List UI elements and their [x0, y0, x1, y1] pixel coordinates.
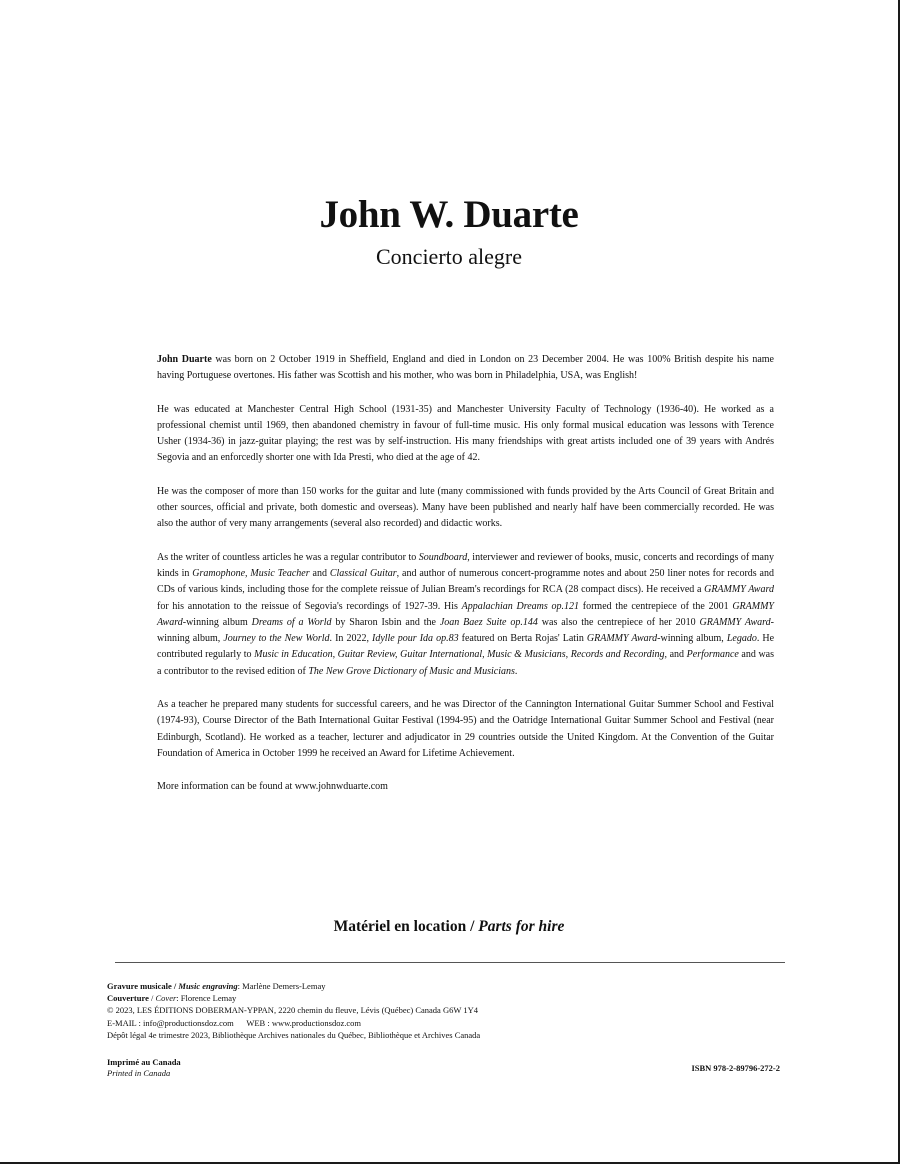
biography [157, 352, 774, 813]
bio-paragraph-1: John Duarte was born on 2 October 1919 in Sheffield, England and died in London on 23 December 2004. He was 100% British despite his name having Portuguese overtones. His father was Scottish and his mother, who was born in Philadelphia, USA, was English! [157, 354, 774, 382]
credits-block [107, 980, 667, 1041]
isbn-number: ISBN 978-2-89796-272-2 [691, 1063, 780, 1073]
bio-paragraph-3: He was the composer of more than 150 works for the guitar and lute (many commissioned with funds provided by the Arts Council of Great Britain and other sources, official and private, both domestic and overseas). Many have been published and nearly half have been commercially recorded. He was also the author of very many arrangements (several also recorded) and didactic works. [157, 485, 774, 530]
copyright-line: © 2023, LES ÉDITIONS DOBERMAN-YPPAN, 2220 chemin du fleuve, Lévis (Québec) Canada G6W 1Y4 [107, 1005, 478, 1016]
legal-deposit-line: Dépôt légal 4e trimestre 2023, Bibliothèque Archives nationales du Québec, Bibliothèque et Archives Canada [107, 1029, 481, 1040]
bio-more-info: More information can be found at www.johnwduarte.com [157, 781, 388, 793]
divider-rule [115, 962, 785, 963]
composer-name-title: John W. Duarte [319, 193, 579, 236]
bio-paragraph-5: As a teacher he prepared many students for successful careers, and he was Director of the Cannington International Guitar Summer School and Festival (1974-93), Course Director of the Bath International Guitar Festival (1994-95) and the Oatridge International Guitar Summer School and Festival (near Edinburgh, Scotland). He worked as a teacher, lecturer and adjudicator in 29 countries outside the United Kingdom. At the Convention of the Guitar Foundation of America in October 1999 he received an Award for Lifetime Achievement. [157, 699, 774, 759]
bio-name: John Duarte [157, 354, 212, 365]
contact-line: E-MAIL : info@productionsdoz.com WEB : www.productionsdoz.com [107, 1017, 361, 1028]
credit-cover: Couverture / Cover: Florence Lemay [107, 993, 237, 1004]
work-subtitle: Concierto alegre [376, 244, 522, 269]
credit-engraving: Gravure musicale / Music engraving: Marlène Demers-Lemay [107, 981, 326, 991]
printed-in-canada: Imprimé au Canada Printed in Canada [107, 1057, 181, 1078]
bio-paragraph-4: As the writer of countless articles he was a regular contributor to Soundboard, interviewer and reviewer of books, music, concerts and recordings of many kinds in Gramophone, Music Teacher and Classical Guitar, and author of numerous concert-programme notes and about 250 liner notes for records and CDs of various kinds, including those for the complete reissue of Julian Bream's recordings for RCA (28 compact discs). He received a GRAMMY Award for his annotation to the reissue of Segovia's recordings of 1927-39. His Appalachian Dreams op.121 formed the centrepiece of the 2001 GRAMMY Award-winning album Dreams of a World by Sharon Isbin and the Joan Baez Suite op.144 was also the centrepiece of her 2010 GRAMMY Award-winning album, Journey to the New World. In 2022, Idylle pour Ida op.83 featured on Berta Rojas' Latin GRAMMY Award-winning album, Legado. He contributed regularly to Music in Education, Guitar Review, Guitar International, Music & Musicians, Records and Recording, and Performance and was a contributor to the revised edition of The New Grove Dictionary of Music and Musicians. [157, 551, 775, 677]
bio-paragraph-2: He was educated at Manchester Central High School (1931-35) and Manchester University Faculty of Technology (1936-40). He worked as a professional chemist until 1969, then abandoned chemistry in favour of full-time music. His only formal musical education was lessons with Terence Usher (1934-36) in jazz-guitar playing; the rest was by self-instruction. His many friendships with great artists included one of 39 years with Andrés Segovia and an enforcedly shorter one with Ida Presti, who died at the age of 42. [157, 403, 774, 464]
parts-for-hire-heading: Matériel en location / Parts for hire [333, 918, 565, 935]
